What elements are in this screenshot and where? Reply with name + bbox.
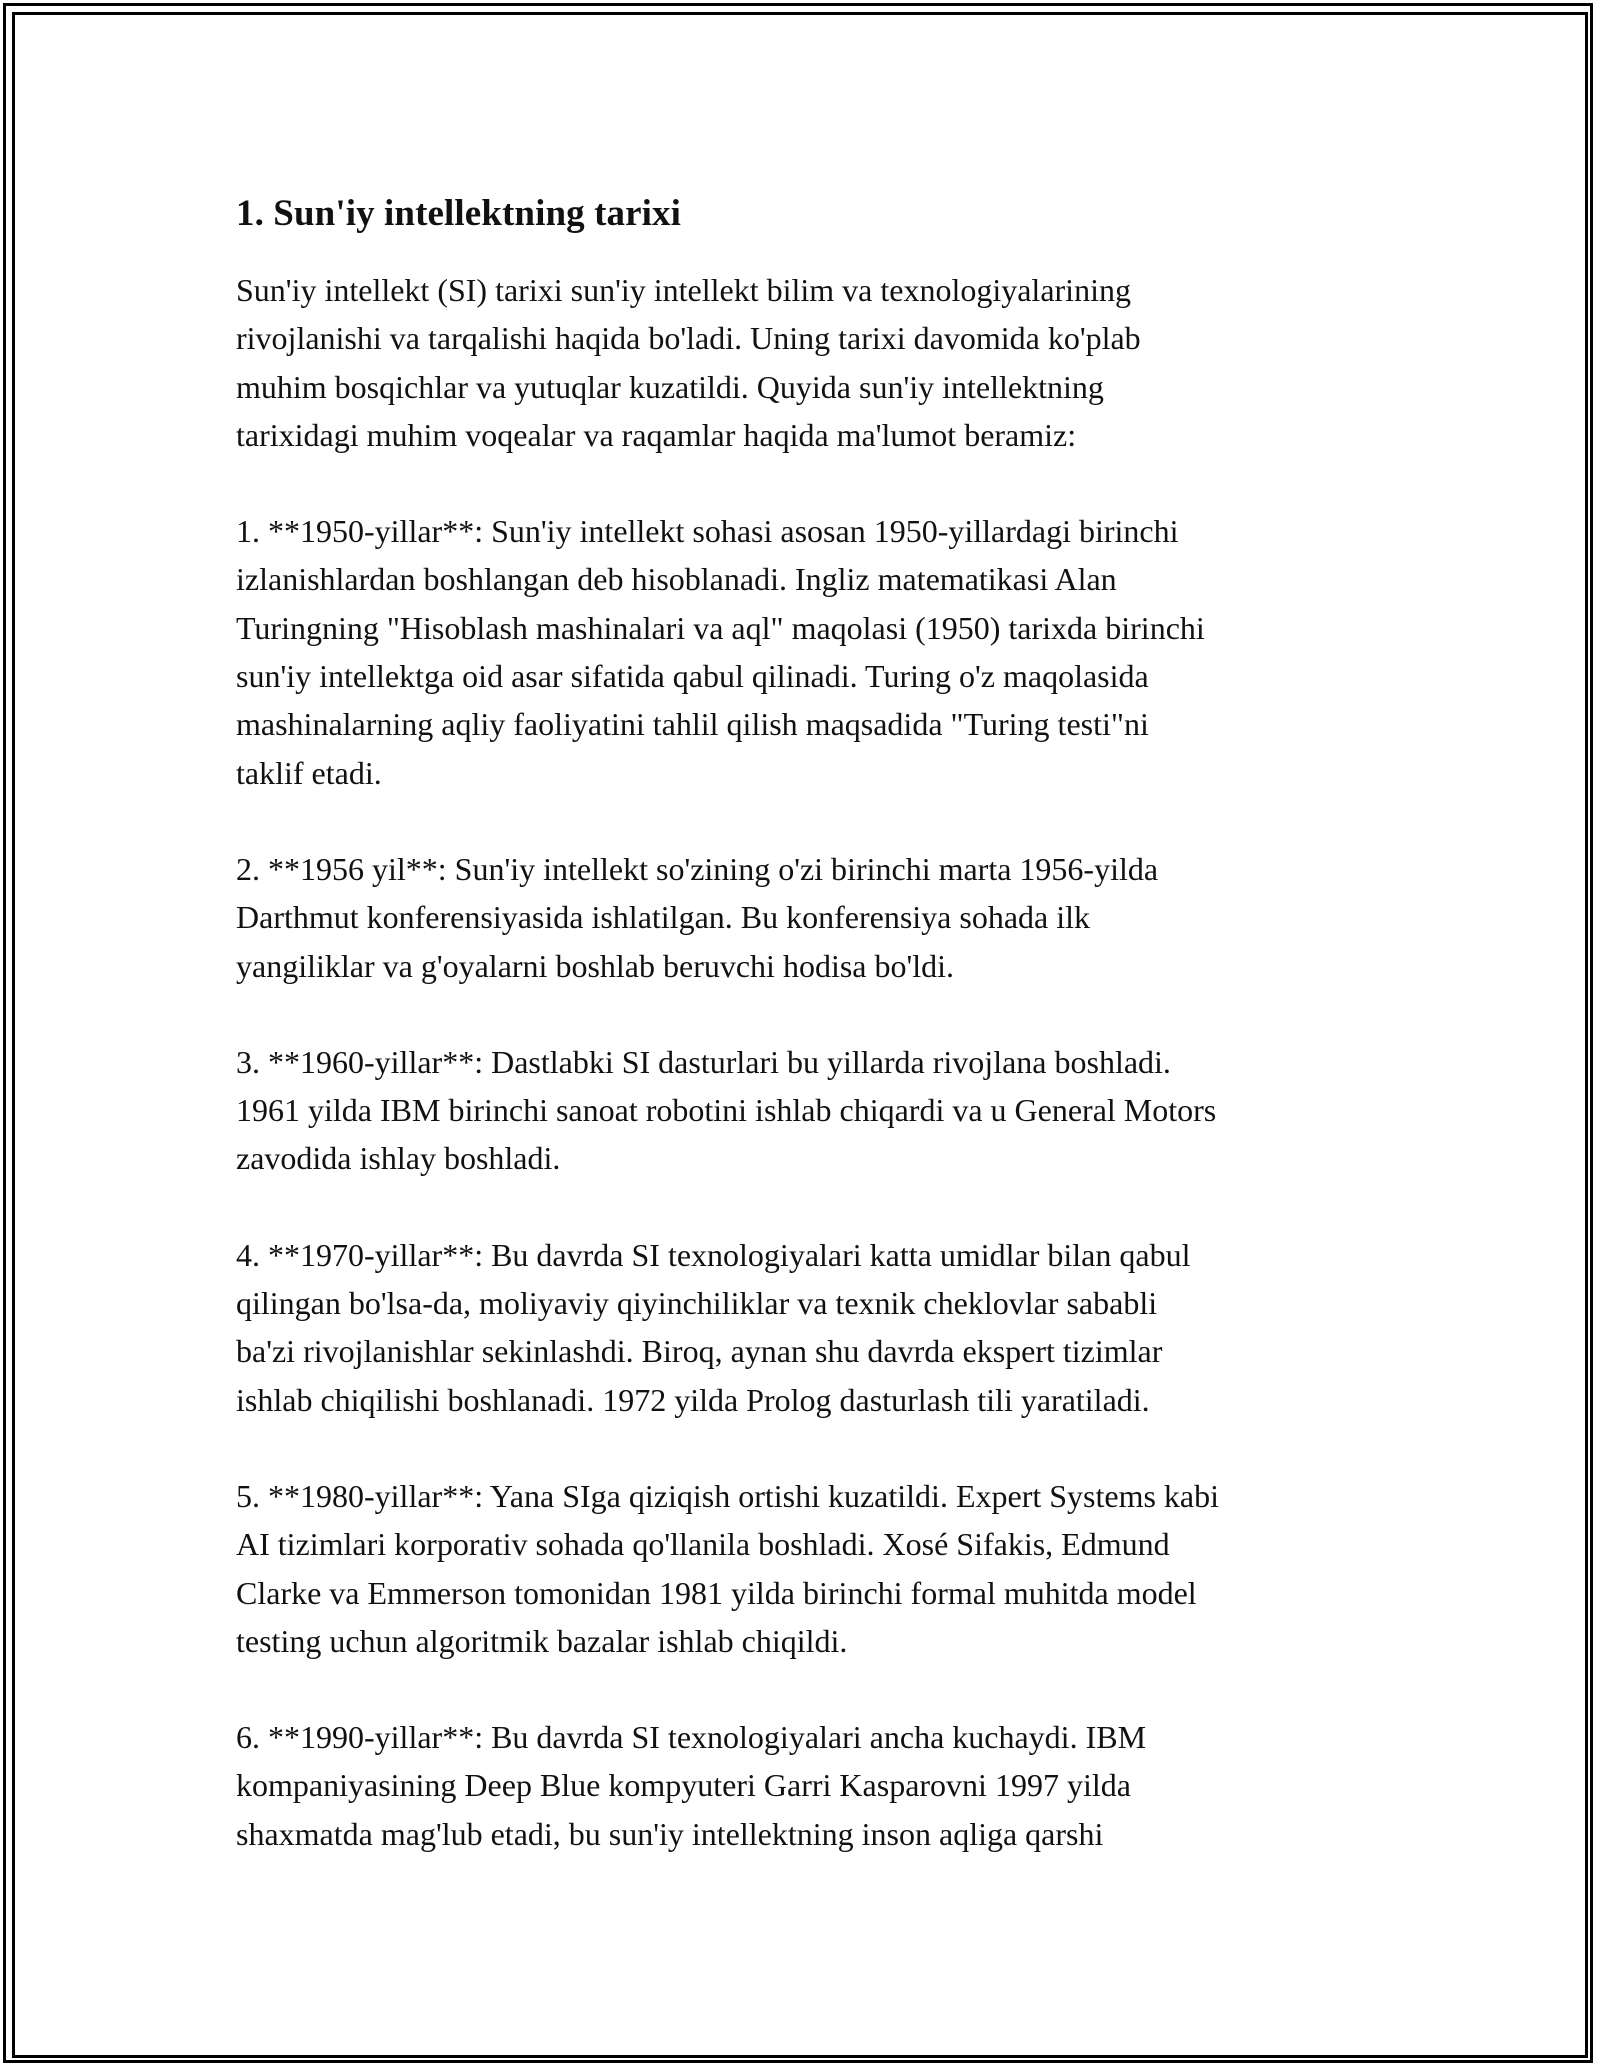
document-body [236, 190, 1396, 1858]
timeline-item-1990s: 6. **1990-yillar**: Bu davrda SI texnologiyalari ancha kuchaydi. IBM kompaniyasining Deep Blue kompyuteri Garri Kasparovni 1997 yilda shaxmatda mag'lub etadi, bu sun'iy intellektning inson aqliga qarshi [236, 1719, 1147, 1852]
timeline-item-1960s: 3. **1960-yillar**: Dastlabki SI dasturlari bu yillarda rivojlana boshladi. 1961 yilda IBM birinchi sanoat robotini ishlab chiqardi va u General Motors zavodida ishlay boshladi. [236, 1043, 1217, 1177]
timeline-item-1980s: 5. **1980-yillar**: Yana SIga qiziqish ortishi kuzatildi. Expert Systems kabi AI tizimlari korporativ sohada qo'llanila boshladi. Xosé Sifakis, Edmund Clarke va Emmerson tomonidan 1981 yilda birinchi formal muhitda model testing uchun algoritmik bazalar ishlab chiqildi. [236, 1477, 1220, 1659]
intro-paragraph: Sun'iy intellekt (SI) tarixi sun'iy intellekt bilim va texnologiyalarining rivojlanishi va tarqalishi haqida bo'ladi. Uning tarixi davomida ko'plab muhim bosqichlar va yutuqlar kuzatildi. Quyida sun'iy intellektning tarixidagi muhim voqealar va raqamlar haqida ma'lumot beramiz: [236, 272, 1141, 453]
section-heading: 1. Sun'iy intellektning tarixi [236, 193, 682, 234]
timeline-item-1950s: 1. **1950-yillar**: Sun'iy intellekt sohasi asosan 1950-yillardagi birinchi izlanishlardan boshlangan deb hisoblanadi. Ingliz matematikasi Alan Turingning "Hisoblash mashinalari va aql" maqolasi (1950) tarixda birinchi sun'iy intellektga oid asar sifatida qabul qilinadi. Turing o'z maqolasida mashinalarning aqliy faoliyatini tahlil qilish maqsadida "Turing testi"ni taklif etadi. [236, 513, 1205, 791]
timeline-item-1970s: 4. **1970-yillar**: Bu davrda SI texnologiyalari katta umidlar bilan qabul qilingan bo'lsa-da, moliyaviy qiyinchiliklar va texnik cheklovlar sababli ba'zi rivojlanishlar sekinlashdi. Biroq, aynan shu davrda ekspert tizimlar ishlab chiqilishi boshlanadi. 1972 yilda Prolog dasturlash tili yaratiladi. [236, 1236, 1191, 1418]
timeline-item-1956: 2. **1956 yil**: Sun'iy intellekt so'zining o'zi birinchi marta 1956-yilda Darthmut konferensiyasida ishlatilgan. Bu konferensiya sohada ilk yangiliklar va g'oyalarni boshlab beruvchi hodisa bo'ldi. [236, 850, 1159, 984]
